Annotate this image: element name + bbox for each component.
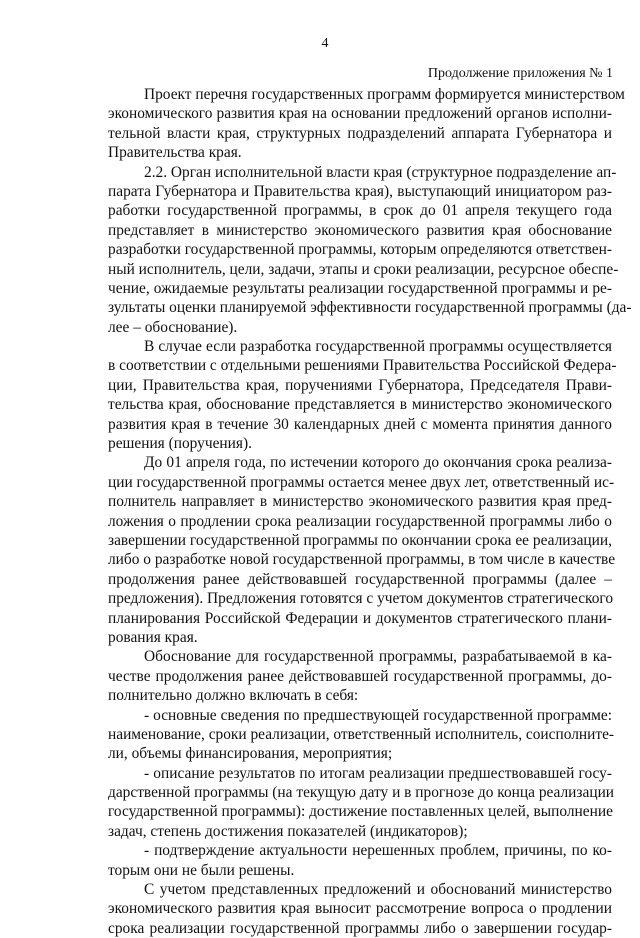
text-line: представляет в министерство экономического развития края обоснование (108, 221, 612, 239)
text-line: дарственной программы (на текущую дату и в прогнозе до конца реализации (108, 784, 615, 802)
text-line: завершении государственной программы по окончании срока ее реализации, (108, 531, 612, 549)
paragraph (108, 337, 617, 453)
text-line: развития края в течение 30 календарных дней с момента принятия данного (108, 415, 612, 433)
text-line: Проект перечня государственных программ формируется министерством (144, 86, 625, 103)
text-line: экономического развития края выносит рассмотрение вопроса о продлении (108, 900, 612, 918)
text-line: В случае если разработка государственной программы осуществляется (144, 338, 612, 356)
paragraph (108, 706, 615, 764)
text-line: Обоснование для государственной программы, разрабатываемой в ка- (144, 648, 612, 666)
text-line: решения (поручения). (108, 435, 252, 453)
text-line: - описание результатов по итогам реализации предшествовавшей госу- (144, 764, 612, 782)
text-line: тельной власти края, структурных подразделений аппарата Губернатора и (108, 124, 612, 142)
appendix-continuation-note: Продолжение приложения № 1 (427, 66, 613, 81)
text-line: наименование, сроки реализации, ответственный исполнитель, соисполните- (108, 725, 615, 743)
text-line: ный исполнитель, цели, задачи, этапы и сроки реализации, ресурсное обеспе- (108, 260, 619, 278)
text-line: экономического развития края на основании предложений органов исполни- (108, 105, 612, 123)
text-line: ции, Правительства края, поручениями Губернатора, Председателя Прави- (108, 376, 612, 394)
text-line: предложения). Предложения готовятся с учетом документов стратегического (108, 590, 614, 608)
text-line: лее – обоснование). (108, 318, 238, 336)
text-line: зультаты оценки планируемой эффективности государственной программы (да- (108, 299, 632, 317)
text-line: До 01 апреля года, по истечении которого до окончания срока реализа- (144, 454, 612, 472)
text-line: - основные сведения по предшествующей государственной программе: (144, 706, 612, 724)
page-number: 4 (321, 36, 329, 51)
paragraph (108, 85, 625, 163)
text-line: планирования Российской Федерации и документов стратегического плани- (108, 609, 612, 627)
paragraph (108, 764, 615, 842)
text-line: С учетом представленных предложений и обоснований министерство (144, 881, 612, 899)
text-line: в соответствии с отдельными решениями Правительства Российской Федера- (108, 357, 617, 375)
text-line: продолжения ранее действовавшей государственной программы (далее – (108, 570, 612, 588)
paragraph (108, 841, 612, 880)
text-line: чение, ожидаемые результаты реализации государственной программы и ре- (108, 279, 612, 297)
text-line: - подтверждение актуальности нерешенных проблем, причины, по ко- (144, 842, 612, 860)
text-line: государственной программы): достижение поставленных целей, выполнение (108, 803, 613, 821)
text-line: работки государственной программы, в срок до 01 апреля текущего года (108, 202, 612, 220)
text-line: ложения о продлении срока реализации государственной программы либо о (108, 512, 612, 530)
text-line: срока реализации государственной программы либо о завершении государ- (108, 919, 612, 937)
text-line: Правительства края. (108, 144, 242, 162)
paragraph (108, 647, 612, 705)
paragraph (108, 453, 616, 647)
text-line: торым они не были решены. (108, 861, 295, 879)
text-line: задач, степень достижения показателей (индикаторов); (108, 822, 468, 840)
text-line: полнительно должно включать в себя: (108, 687, 359, 705)
text-line: ли, объемы финансирования, мероприятия; (108, 745, 393, 763)
paragraph (108, 880, 612, 938)
text-line: честве продолжения ранее действовавшей государственной программы, до- (108, 667, 612, 685)
text-line: либо о разработке новой государственной программы, в том числе в качестве (108, 551, 616, 569)
document-body (108, 85, 632, 938)
text-line: ции государственной программы остается менее двух лет, ответственный ис- (108, 473, 615, 491)
text-line: рования края. (108, 628, 198, 646)
paragraph (108, 163, 632, 338)
text-line: полнитель направляет в министерство экономического развития края пред- (108, 493, 612, 511)
text-line: 2.2. Орган исполнительной власти края (структурное подразделение ап- (144, 163, 617, 181)
text-line: разработки государственной программы, которым определяются ответствен- (108, 241, 612, 259)
text-line: тельства края, обоснование представляется в министерство экономического (108, 396, 612, 414)
text-line: парата Губернатора и Правительства края), выступающий инициатором раз- (108, 182, 612, 200)
